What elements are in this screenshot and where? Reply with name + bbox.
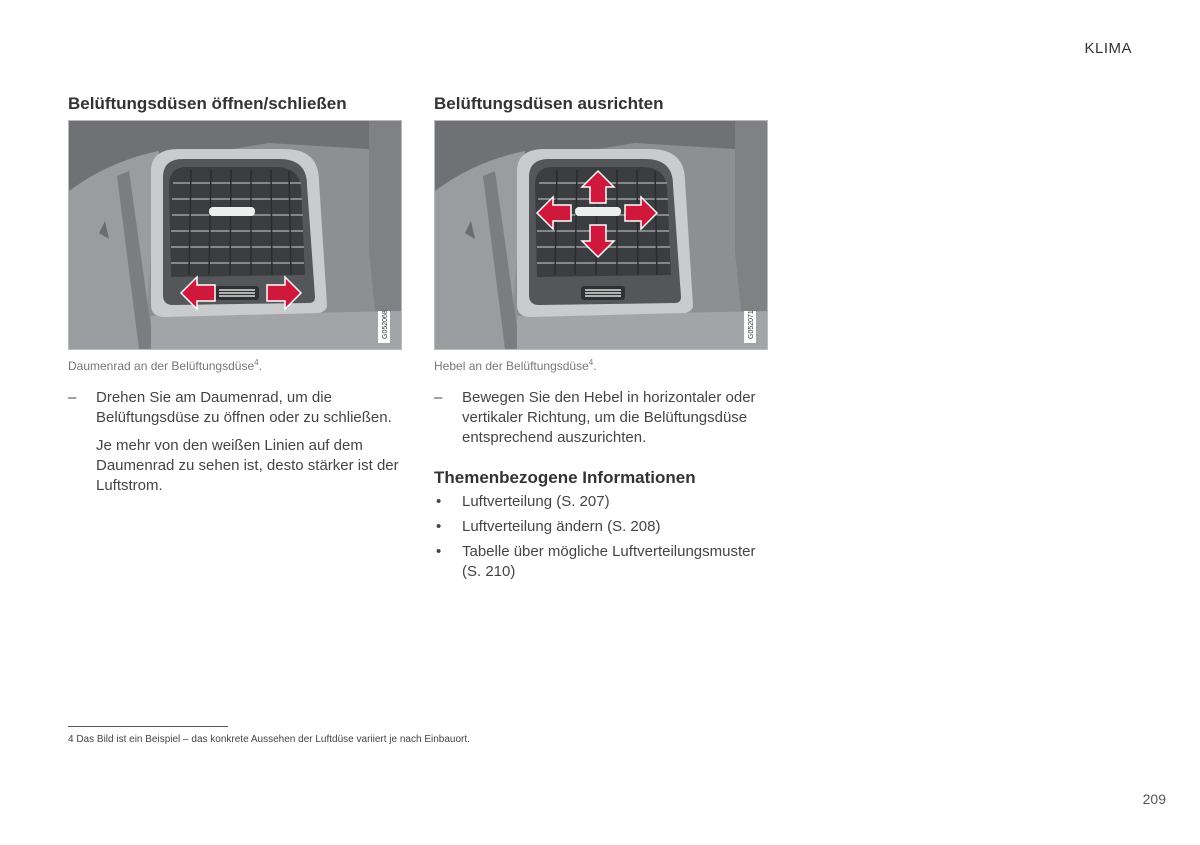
footnote-divider [68, 726, 228, 727]
left-heading: Belüftungsdüsen öffnen/schließen [68, 94, 347, 113]
left-column [68, 94, 402, 496]
right-column [434, 94, 768, 587]
related-list [434, 492, 768, 582]
left-caption: Daumenrad an der Belüftungsdüse$^4$. [68, 358, 262, 373]
left-step [68, 388, 402, 428]
right-step [434, 388, 768, 448]
section-label: KLIMA [1084, 40, 1132, 57]
left-note: Je mehr von den weißen Linien auf dem Daumenrad zu sehen ist, desto stärker ist der Luftstrom. [96, 437, 399, 494]
thumbwheel-figure [68, 120, 402, 350]
left-step-text: Drehen Sie am Daumenrad, um die Belüftungsdüse zu öffnen oder zu schließen. [96, 389, 392, 426]
right-figure-code: G052071 [748, 310, 755, 339]
thumbwheel-illustration [69, 121, 401, 349]
bullet-icon: • [436, 518, 442, 535]
related-heading: Themenbezogene Informationen [434, 468, 696, 487]
left-figure-code: G052068 [382, 310, 389, 339]
dash-marker: – [68, 389, 77, 406]
bullet-icon: • [436, 543, 442, 560]
related-link[interactable]: • Luftverteilung (S. 207) [436, 493, 610, 510]
lever-illustration [435, 121, 767, 349]
right-heading: Belüftungsdüsen ausrichten [434, 94, 664, 113]
right-caption: Hebel an der Belüftungsdüse$^4$. [434, 358, 597, 373]
page-number: 209 [1142, 791, 1166, 807]
related-link[interactable]: • Tabelle über mögliche Luftverteilungsmuster (S. 210) [436, 543, 756, 580]
footnote: 4 Das Bild ist ein Beispiel – das konkrete Aussehen der Luftdüse variiert je nach Einbauort. [68, 734, 470, 745]
lever-figure [434, 120, 768, 350]
right-step-text: Bewegen Sie den Hebel in horizontaler oder vertikaler Richtung, um die Belüftungsdüse entsprechend auszurichten. [462, 389, 756, 446]
related-link[interactable]: • Luftverteilung ändern (S. 208) [436, 518, 661, 535]
bullet-icon: • [436, 493, 442, 510]
dash-marker: – [434, 389, 443, 406]
